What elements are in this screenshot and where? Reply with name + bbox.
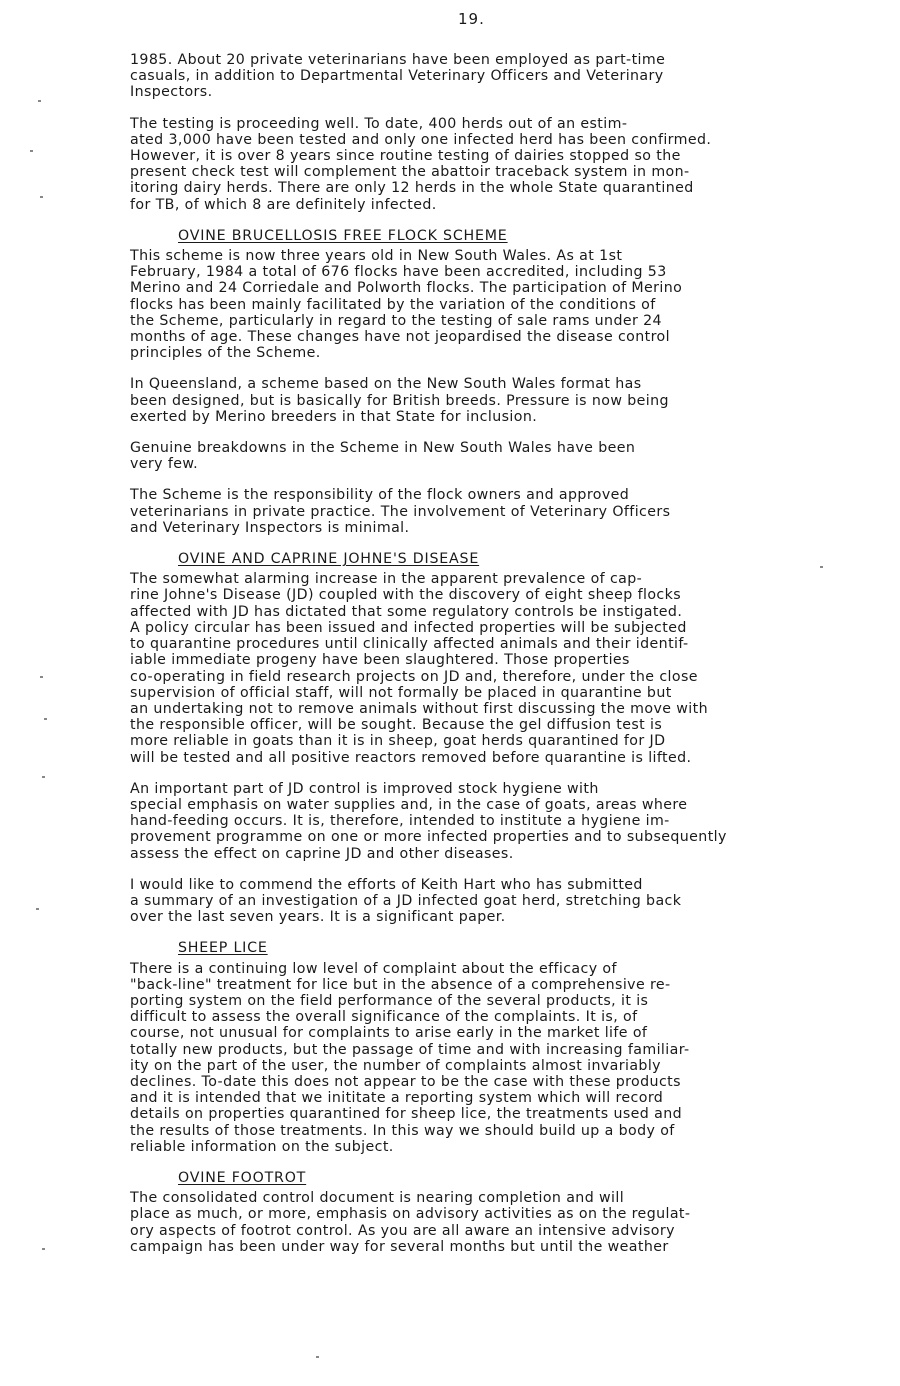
scan-speck — [44, 718, 47, 720]
page-number: 19. — [458, 10, 485, 28]
heading-sheep-lice: SHEEP LICE — [178, 940, 268, 957]
paragraph-tb-testing: The testing is proceeding well. To date, 400 herds out of an estim- ated 3,000 have been tested and only one infected herd has been confirmed. However, it is over 8 years since routine testing of dairies stopped so the present check test will complement the abattoir traceback system in mon- itoring dairy herds. There are only 12 herds in the whole State quarantined for TB, of which 8 are definitely infected. — [130, 115, 712, 213]
paragraph-queensland-scheme: In Queensland, a scheme based on the New South Wales format has been designed, but is basically for British breeds. Pressure is now being exerted by Merino breeders in that State for inclusion. — [130, 376, 669, 425]
paragraph-footrot-control: The consolidated control document is nearing completion and will place as much, or more, emphasis on advisory activities as on the regulat- ory aspects of footrot control. As you are all aware an intensive advisory campaign has been under way for several months but until the weather — [130, 1190, 691, 1255]
paragraph-scheme-responsibility: The Scheme is the responsibility of the flock owners and approved veterinarians in private practice. The involvement of Veterinary Officers and Veterinary Inspectors is minimal. — [130, 487, 671, 536]
scan-speck — [42, 1248, 45, 1250]
scan-speck — [820, 566, 823, 568]
heading-ovine-brucellosis: OVINE BRUCELLOSIS FREE FLOCK SCHEME — [178, 227, 508, 244]
paragraph-sheep-lice: There is a continuing low level of complaint about the efficacy of "back-line" treatment for lice but in the absence of a comprehensive re- porting system on the field performance of the several products, it is difficult to assess the overall significance of the complaints. It is, of course, not unusual for complaints to arise early in the market life of totally new products, but the passage of time and with increasing familiar- ity on the part of the user, the number of complaints almost invariably declines. To-date this does not appear to be the case with these products and it is intended that we inititate a reporting system which will record details on properties quarantined for sheep lice, the treatments used and the results of those treatments. In this way we should build up a body of reliable information on the subject. — [130, 960, 690, 1155]
scan-speck — [36, 908, 39, 910]
scan-speck — [42, 776, 45, 778]
scan-speck — [30, 150, 33, 152]
scan-speck — [316, 1356, 319, 1358]
paragraph-genuine-breakdowns: Genuine breakdowns in the Scheme in New South Wales have been very few. — [130, 440, 636, 473]
heading-johnes-disease: OVINE AND CAPRINE JOHNE'S DISEASE — [178, 551, 480, 568]
paragraph-jd-stock-hygiene: An important part of JD control is improved stock hygiene with special emphasis on water supplies and, in the case of goats, areas where hand-feeding occurs. It is, therefore, intended to institute a hygiene im- provement programme on one or more infected properties and to subsequently assess the effect on caprine JD and other diseases. — [130, 780, 727, 862]
paragraph-brucellosis-scheme: This scheme is now three years old in New South Wales. As at 1st February, 1984 a total of 676 flocks have been accredited, including 53 Merino and 24 Corriedale and Polworth flocks. The participation of Merino flocks has been mainly facilitated by the variation of the conditions of the Scheme, particularly in regard to the testing of sale rams under 24 months of age. These changes have not jeopardised the disease control principles of the Scheme. — [130, 248, 683, 362]
scan-speck — [40, 676, 43, 678]
scan-speck — [38, 100, 41, 102]
document-body — [130, 52, 845, 1270]
scan-speck — [40, 196, 43, 198]
paragraph-jd-regulatory-controls: The somewhat alarming increase in the apparent prevalence of cap- rine Johne's Disease (JD) coupled with the discovery of eight sheep flocks affected with JD has dictated that some regulatory controls be instigated. A policy circular has been issued and infected properties will be subjected to quarantine procedures until clinically affected animals and their identif- iable immediate progeny have been slaughtered. Those properties co-operating in field research projects on JD and, therefore, under the close supervision of official staff, will not formally be placed in quarantine but an undertaking not to remove animals without first discussing the move with the responsible officer, will be sought. Because the gel diffusion test is more reliable in goats than it is in sheep, goat herds quarantined for JD will be tested and all positive reactors removed before quarantine is lifted. — [130, 571, 709, 766]
heading-ovine-footrot: OVINE FOOTROT — [178, 1169, 307, 1186]
paragraph-veterinarians-employed: 1985. About 20 private veterinarians have been employed as part-time casuals, in addition to Departmental Veterinary Officers and Veterinary Inspectors. — [130, 52, 666, 101]
paragraph-keith-hart: I would like to commend the efforts of Keith Hart who has submitted a summary of an investigation of a JD infected goat herd, stretching back over the last seven years. It is a significant paper. — [130, 876, 682, 926]
